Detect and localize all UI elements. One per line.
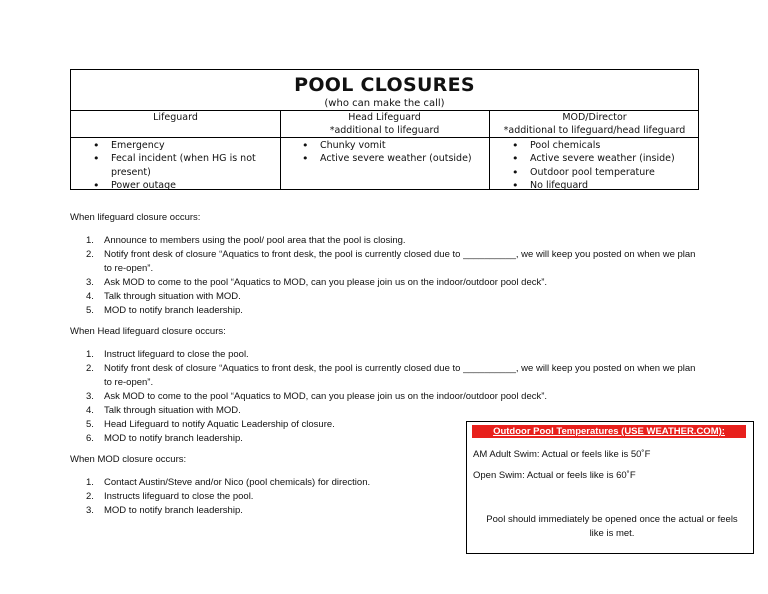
list-item: 6. MOD to notify branch leadership. [86,433,243,444]
list-item: 4. Talk through situation with MOD. [86,291,241,302]
list-item: • Chunky vomit [301,139,481,152]
table-divider [71,137,698,138]
table-subtitle: (who can make the call) [324,98,445,109]
section-heading-mod: When MOD closure occurs: [70,454,187,465]
list-item: • No lifeguard [511,179,691,192]
temperature-box-heading: Outdoor Pool Temperatures (USE WEATHER.COM): [472,425,746,438]
list-item: • Pool chemicals [511,139,691,152]
head-lifeguard-list [301,139,481,166]
outdoor-temperature-box [466,421,754,554]
column-header-head-lifeguard: Head Lifeguard *additional to lifeguard [329,112,440,136]
section-heading-head-lifeguard: When Head lifeguard closure occurs: [70,326,226,337]
column-header-mod-director: MOD/Director *additional to lifeguard/head lifeguard [503,112,686,136]
list-item: 3. Ask MOD to come to the pool “Aquatics to MOD, can you please join us on the indoor/outdoor pool deck”. [86,277,548,288]
list-item: 1. Announce to members using the pool/ pool area that the pool is closing. [86,235,406,246]
list-item: 2. Instructs lifeguard to close the pool. [86,491,254,502]
column-header-lifeguard: Lifeguard [153,112,198,123]
list-item: 1. Instruct lifeguard to close the pool. [86,349,249,360]
list-item: • Outdoor pool temperature [511,166,691,179]
list-item: • Power outage [92,179,262,192]
lifeguard-steps [86,234,696,318]
list-item: 2. Notify front desk of closure “Aquatics to front desk, the pool is currently closed due to __________, we will keep you posted on when we plan to re-open”. [86,363,696,388]
list-item: • Emergency [92,139,262,152]
pool-closures-table [70,69,699,190]
section-heading-lifeguard: When lifeguard closure occurs: [70,212,201,223]
list-item: • Fecal incident (when HG is not present) [92,152,262,179]
list-item: 2. Notify front desk of closure “Aquatics to front desk, the pool is currently closed due to __________, we will keep you posted on when we plan to re-open”. [86,249,696,274]
open-swim-rule: Open Swim: Actual or feels like is 60˚F [473,470,636,481]
list-item: • Active severe weather (inside) [511,152,691,165]
am-adult-swim-rule: AM Adult Swim: Actual or feels like is 50˚F [473,449,651,460]
list-item: 3. MOD to notify branch leadership. [86,505,243,516]
list-item: 1. Contact Austin/Steve and/or Nico (pool chemicals) for direction. [86,477,371,488]
mod-director-list [511,139,691,192]
table-title: POOL CLOSURES [294,74,475,96]
lifeguard-list [92,139,262,192]
list-item: 3. Ask MOD to come to the pool “Aquatics to MOD, can you please join us on the indoor/outdoor pool deck”. [86,391,548,402]
list-item: 4. Talk through situation with MOD. [86,405,241,416]
list-item: 5. Head Lifeguard to notify Aquatic Leadership of closure. [86,419,335,430]
list-item: 5. MOD to notify branch leadership. [86,305,243,316]
reopen-note: Pool should immediately be opened once the actual or feels like is met. [486,514,738,539]
list-item: • Active severe weather (outside) [301,152,481,165]
